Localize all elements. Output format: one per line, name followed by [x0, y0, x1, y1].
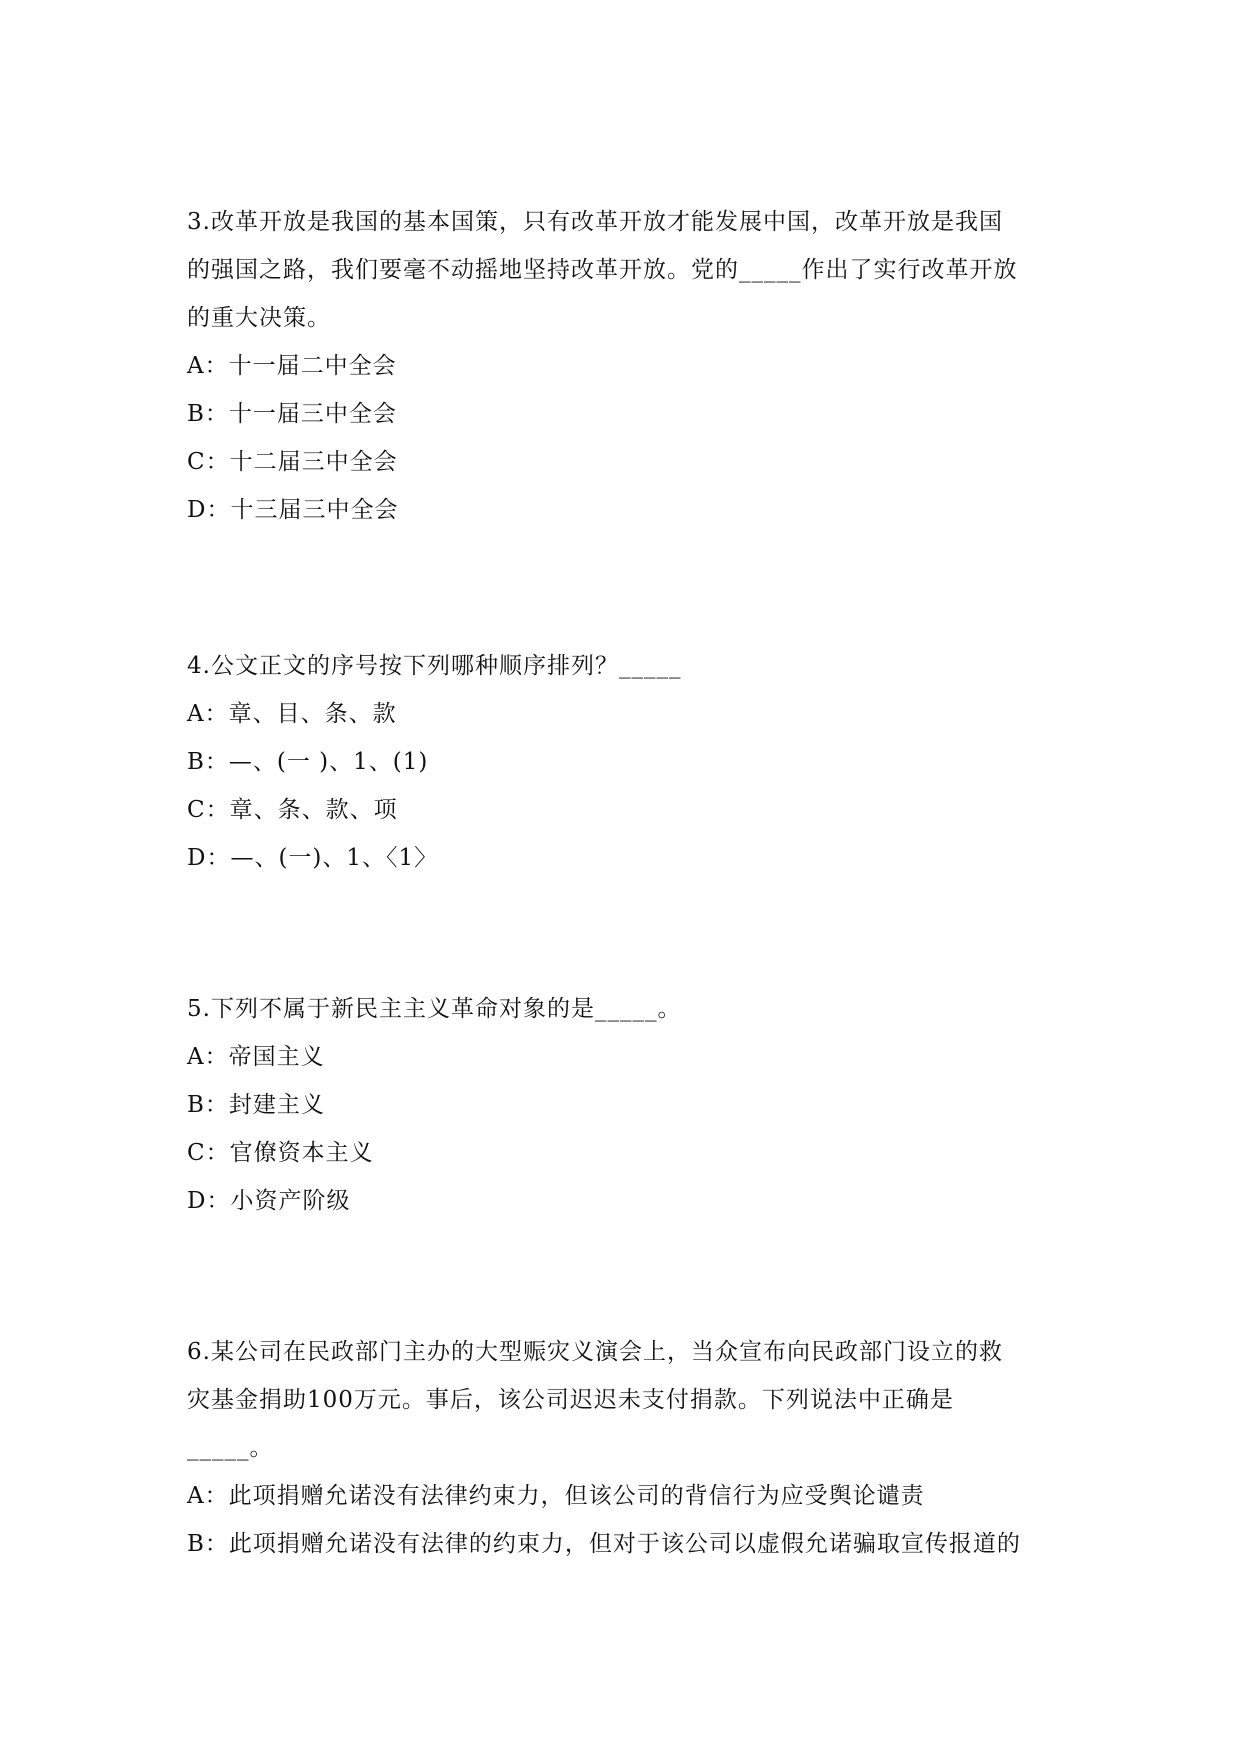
question-4 — [187, 642, 1067, 882]
option-d: D：小资产阶级 — [187, 1188, 351, 1214]
option-c: C：官僚资本主义 — [187, 1140, 374, 1166]
option-b: B：封建主义 — [187, 1092, 325, 1118]
option-b: B：十一届三中全会 — [187, 401, 397, 427]
question-3 — [187, 198, 1067, 534]
question-stem-line: 6.某公司在民政部门主办的大型赈灾义演会上，当众宣布向民政部门设立的救 — [187, 1339, 1003, 1365]
question-stem-line: 4.公文正文的序号按下列哪种顺序排列？_____ — [187, 653, 682, 679]
question-5 — [187, 985, 1067, 1225]
option-d: D：十三届三中全会 — [187, 497, 399, 523]
option-d: D：—、(一)、1、〈1〉 — [187, 845, 439, 871]
question-6 — [187, 1328, 1067, 1568]
option-a: A：此项捐赠允诺没有法律约束力，但该公司的背信行为应受舆论谴责 — [187, 1483, 925, 1509]
option-b: B：此项捐赠允诺没有法律的约束力，但对于该公司以虚假允诺骗取宣传报道的 — [187, 1531, 1021, 1557]
option-c: C：章、条、款、项 — [187, 797, 398, 823]
question-stem-line: 的重大决策。 — [187, 305, 331, 331]
question-stem-line: _____。 — [187, 1435, 274, 1461]
question-stem-line: 灾基金捐助100万元。事后，该公司迟迟未支付捐款。下列说法中正确是 — [187, 1387, 954, 1413]
question-stem-line: 5.下列不属于新民主主义革命对象的是_____。 — [187, 996, 682, 1022]
option-a: A：帝国主义 — [187, 1044, 325, 1070]
question-stem-line: 3.改革开放是我国的基本国策，只有改革开放才能发展中国，改革开放是我国 — [187, 209, 1003, 235]
option-a: A：十一届二中全会 — [187, 353, 397, 379]
option-a: A：章、目、条、款 — [187, 701, 397, 727]
option-c: C：十二届三中全会 — [187, 449, 398, 475]
question-stem-line: 的强国之路，我们要毫不动摇地坚持改革开放。党的_____作出了实行改革开放 — [187, 257, 1018, 283]
option-b: B：—、(一 )、1、(1) — [187, 749, 429, 775]
